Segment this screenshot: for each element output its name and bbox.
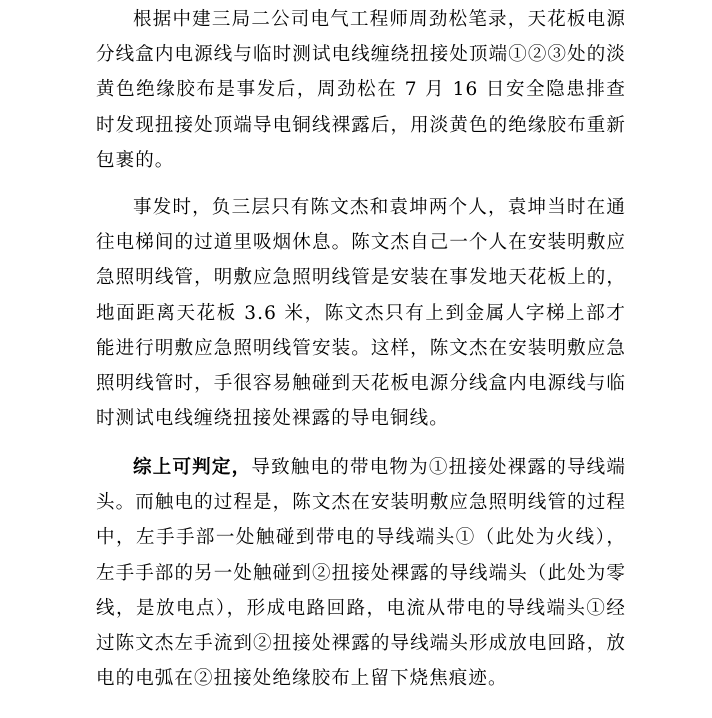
conclusion-body-text: 导致触电的带电物为①扭接处裸露的导线端头。而触电的过程是，陈文杰在安装明敷应急照明线管的过程中，左手手部一处触碰到带电的导线端头①（此处为火线），左手手部的另一处触碰到②扭接处裸露的导线端头（此处为零线，是放电点），形成电路回路，电流从带电的导线端头①经过陈文杰左手流到②扭接处裸露的导线端头形成放电回路，放电的电弧在②扭接处绝缘胶布上留下烧焦痕迹。 (96, 457, 626, 690)
paragraph-incident-circumstances: 事发时，负三层只有陈文杰和袁坤两个人，袁坤当时在通往电梯间的过道里吸烟休息。陈文杰自己一个人在安装明敷应急照明线管，明敷应急照明线管是安装在事发地天花板上的，地面距离天花板 3.6 米，陈文杰只有上到金属人字梯上部才能进行明敷应急照明线管安装。这样，陈文杰在安装明敷应急照明线管时，手很容易触碰到天花板电源分线盒内电源线与临时测试电线缠绕扭接处裸露的导电铜线。 (96, 197, 626, 430)
paragraph-conclusion (96, 450, 626, 696)
paragraph-witness-statement: 根据中建三局二公司电气工程师周劲松笔录，天花板电源分线盒内电源线与临时测试电线缠绕扭接处顶端①②③处的淡黄色绝缘胶布是事发后，周劲松在 7 月 16 日安全隐患排查时发现扭接处顶端导电铜线裸露后，用淡黄色的绝缘胶布重新包裹的。 (96, 9, 626, 171)
conclusion-lead-phrase: 综上可判定， (133, 457, 252, 478)
